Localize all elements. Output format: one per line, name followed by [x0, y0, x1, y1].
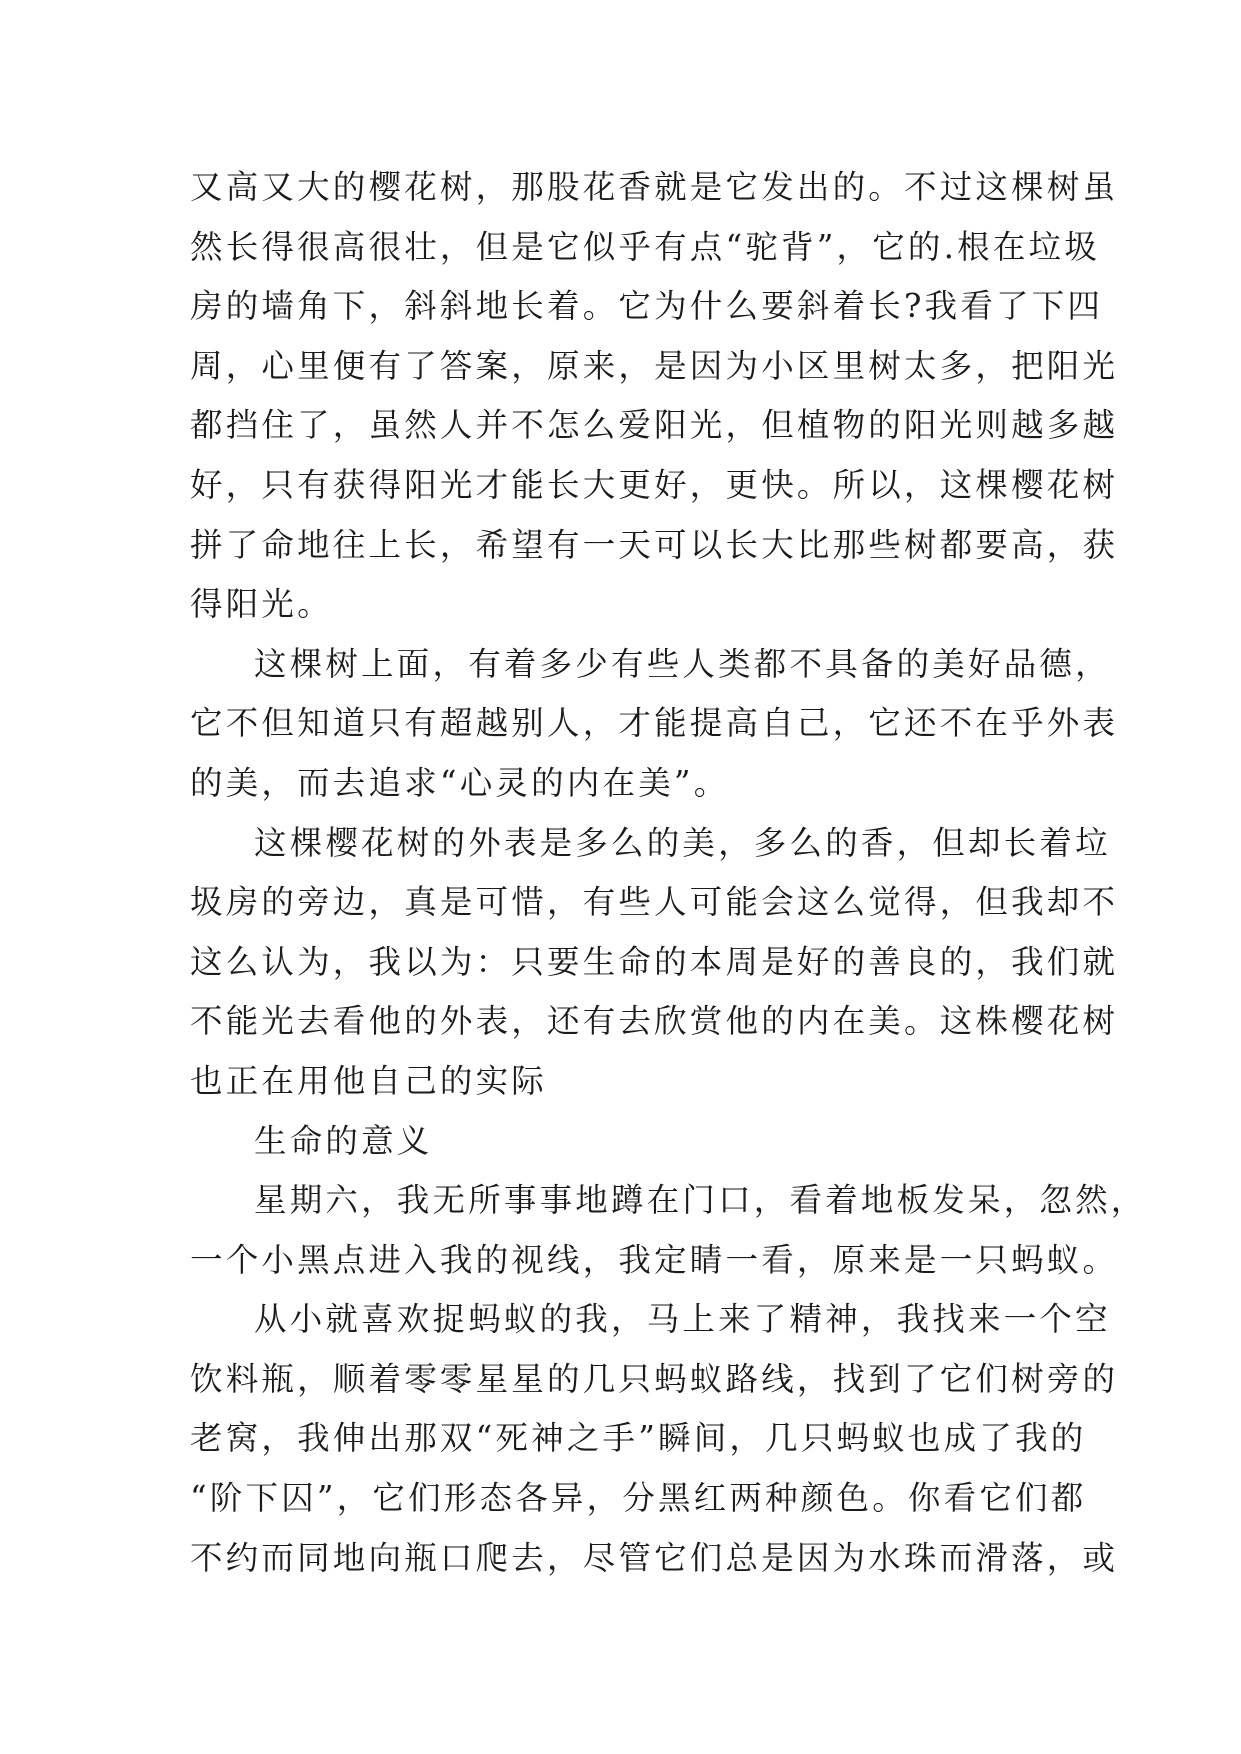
section-title: 生命的意义 — [254, 1121, 433, 1160]
text-line: 老窝，我伸出那双“死神之手”瞬间，几只蚂蚁也成了我的 — [190, 1419, 1087, 1458]
text-line: 这么认为，我以为：只要生命的本周是好的善良的，我们就 — [190, 942, 1119, 981]
text-line: 的美，而去追求“心灵的内在美”。 — [190, 763, 730, 802]
text-line: 也正在用他自己的实际 — [190, 1061, 548, 1100]
text-line: 房的墙角下，斜斜地长着。它为什么要斜着长?我看了下四 — [190, 287, 1104, 326]
paragraph-start-line: 这棵树上面，有着多少有些人类都不具备的美好品德， — [254, 644, 1111, 683]
text-line: 然长得很高很壮，但是它似乎有点“驼背”，它的.根在垃圾 — [190, 227, 1100, 266]
text-line: 都挡住了，虽然人并不怎么爱阳光，但植物的阳光则越多越 — [190, 406, 1119, 445]
text-line: 好，只有获得阳光才能长大更好，更快。所以，这棵樱花树 — [190, 465, 1119, 504]
text-line: “阶下囚”，它们形态各异，分黑红两种颜色。你看它们都 — [190, 1479, 1087, 1518]
text-line: 不能光去看他的外表，还有去欣赏他的内在美。这株樱花树 — [190, 1002, 1119, 1041]
text-line: 周，心里便有了答案，原来，是因为小区里树太多，把阳光 — [190, 346, 1119, 385]
text-line: 它不但知道只有超越别人，才能提高自己，它还不在乎外表 — [190, 704, 1119, 743]
paragraph-start-line: 从小就喜欢捉蚂蚁的我，马上来了精神，我找来一个空 — [254, 1300, 1111, 1339]
text-line: 饮料瓶，顺着零零星星的几只蚂蚁路线，找到了它们树旁的 — [190, 1359, 1119, 1398]
text-line: 拼了命地往上长，希望有一天可以长大比那些树都要高，获 — [190, 525, 1119, 564]
body-text — [190, 158, 1147, 1588]
text-line: 圾房的旁边，真是可惜，有些人可能会这么觉得，但我却不 — [190, 883, 1119, 922]
text-line: 得阳光。 — [190, 585, 333, 624]
text-line: 一个小黑点进入我的视线，我定睛一看，原来是一只蚂蚁。 — [190, 1240, 1119, 1279]
paragraph-start-line: 这棵樱花树的外表是多么的美，多么的香，但却长着垃 — [254, 823, 1111, 862]
text-line: 不约而同地向瓶口爬去，尽管它们总是因为水珠而滑落，或 — [190, 1538, 1119, 1577]
text-line: 又高又大的樱花树，那股花香就是它发出的。不过这棵树虽 — [190, 168, 1119, 206]
paragraph-start-line: 星期六，我无所事事地蹲在门口，看着地板发呆，忽然， — [254, 1181, 1147, 1220]
